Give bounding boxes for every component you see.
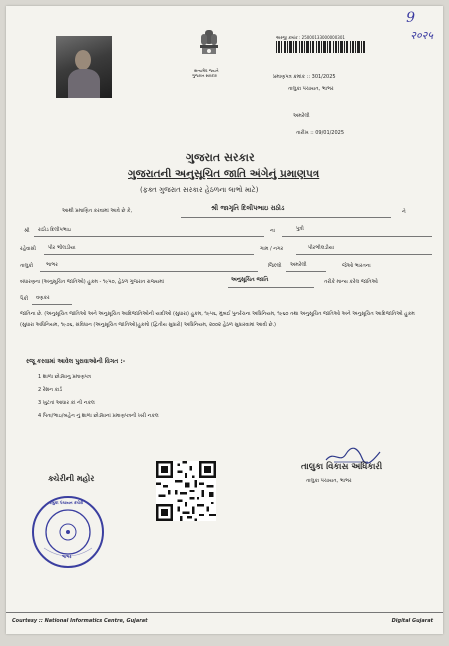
- relation-prefix: ના: [270, 228, 275, 234]
- certificate-subtitle: (ફક્ત ગુજરાત સરકાર હેઠળના લાભો માટે): [140, 186, 259, 194]
- address-label: રહેવાસી: [20, 246, 36, 252]
- photo-face: [75, 50, 91, 70]
- emblem-text: સત્યમેવ જયતે: [194, 68, 219, 73]
- district-value: અમરેલી: [290, 262, 307, 268]
- name-suffix: ને: [402, 209, 406, 215]
- applicant-photo: [56, 36, 112, 98]
- officer-office: તાલુકા પંચાયત, ભાભર: [306, 478, 352, 484]
- handwritten-year: २०२५: [410, 29, 433, 42]
- document-item: 1 શાળા છોડ્યાનુ પ્રમાણપત્ર: [38, 374, 91, 380]
- barcode-icon: [276, 41, 366, 53]
- caste-category: અનુસૂચિત જાતિ: [231, 277, 269, 283]
- caste-prefix: પૈકી: [20, 296, 29, 302]
- documents-heading: રજૂ કરવામાં આવેલ પુરાવાઓની વિગત :-: [26, 358, 126, 365]
- emblem-subtext: ગુજરાત સરકાર: [192, 73, 217, 78]
- state-text: જેઓ ભારતના: [342, 263, 371, 269]
- document-item: 4 પિતા/ભાઇ/બહેન નું શાળા છોડ્યાનાં પ્રમાણપત્રની ખરી નકલ: [38, 413, 159, 419]
- national-emblem-icon: [194, 28, 224, 68]
- taluka-label: તાલુકો: [20, 263, 34, 269]
- certificate-page: [6, 6, 443, 634]
- issue-place: અમરેલી: [293, 113, 310, 119]
- officer-title: તાલુકા વિકાસ અધિકારી: [301, 462, 383, 472]
- document-item: 2 રેશન કાર્ડ: [38, 387, 63, 393]
- government-title: ગુજરાત સરકાર: [186, 151, 255, 164]
- seal-place: ભાભર: [62, 554, 72, 559]
- legal-paragraph: જાતિના છે. (અનુસૂચિત જાતિઓ અને અનુસૂચિત આદિજાતિઓની યાદીઓ (સુધારા) હુકમ, ૧૯૫૬, મુંબઈ પુનર્રચના અધિનિયમ, ૧૯૬૦ તથા અનુસૂચિત જાતિઓ અને અનુસૂચિત આદિજાતિઓ હુકમ (સુધારા અધિનિયમ, ૧૯૭૬, સંવિધાન (અનુસૂચિત જાતિઓ)હુકમો (દ્વિતીય સુધારો) અધિનિયમ, ૨૦૦૨ હેઠળ સુધારવામાં આવી છે.): [20, 311, 415, 328]
- district-label: જિલ્લો: [268, 263, 282, 269]
- application-number: અરજી ક્રમાંક : 25000133000000301: [276, 35, 345, 40]
- village-value: પીરભીલડીયા: [308, 245, 334, 251]
- certificate-title: ગુજરાતની અનુસૂચિત જાતિ અંગેનું પ્રમાણપત્ર: [128, 168, 320, 180]
- footer-digital-gujarat: Digital Gujarat: [391, 618, 433, 624]
- applicant-name: શ્રી જાગૃતિ દિલીપભાઇ રાઠોડ: [211, 204, 285, 212]
- recognised-text: તરીકે માન્ય કરેલ જાતિઓ: [324, 279, 378, 285]
- taluka-value: ભાભર: [46, 262, 58, 268]
- caste-value: વણકર: [36, 295, 50, 301]
- father-name: રાઠોડ દિલીપભાઇ: [38, 227, 72, 233]
- document-item: 3 ખુટતાં આધાર કાં ની નકલ: [38, 400, 95, 406]
- intro-text: આથી પ્રમાણિત કરવામાં આવે છે કે,: [62, 208, 133, 214]
- qr-code-icon: [156, 461, 216, 521]
- constitution-text: બંધારણના (અનુસૂચિત જાતિઓ) હુકમ - ૧૯૫૦, હેઠળ ગુજરાત રાજ્યમાં: [20, 279, 164, 285]
- address-value: પીર ભીલડીયા: [48, 245, 76, 251]
- footer-courtesy: Courtesy :: National Informatics Centre, Gujarat: [12, 618, 148, 624]
- relation-value: પુત્રી: [296, 226, 304, 232]
- handwritten-number: 9: [406, 10, 415, 26]
- certificate-number: પ્રમાણપત્ર ક્રમાંક :: 301/2025: [273, 74, 336, 80]
- office-seal-title: ક્ચેરીની મહોર: [48, 474, 95, 483]
- photo-body: [68, 69, 100, 98]
- seal-text: તાલુકા પંચાયત કચેરી: [48, 500, 84, 505]
- issuing-office: તાલુકા પંચાયત, ભાભર: [288, 86, 334, 92]
- father-prefix: શ્રી: [24, 228, 30, 234]
- village-label: ગામ / નગર: [260, 246, 284, 252]
- footer: [6, 612, 443, 634]
- issue-date: તારીખ :: 09/01/2025: [296, 130, 345, 136]
